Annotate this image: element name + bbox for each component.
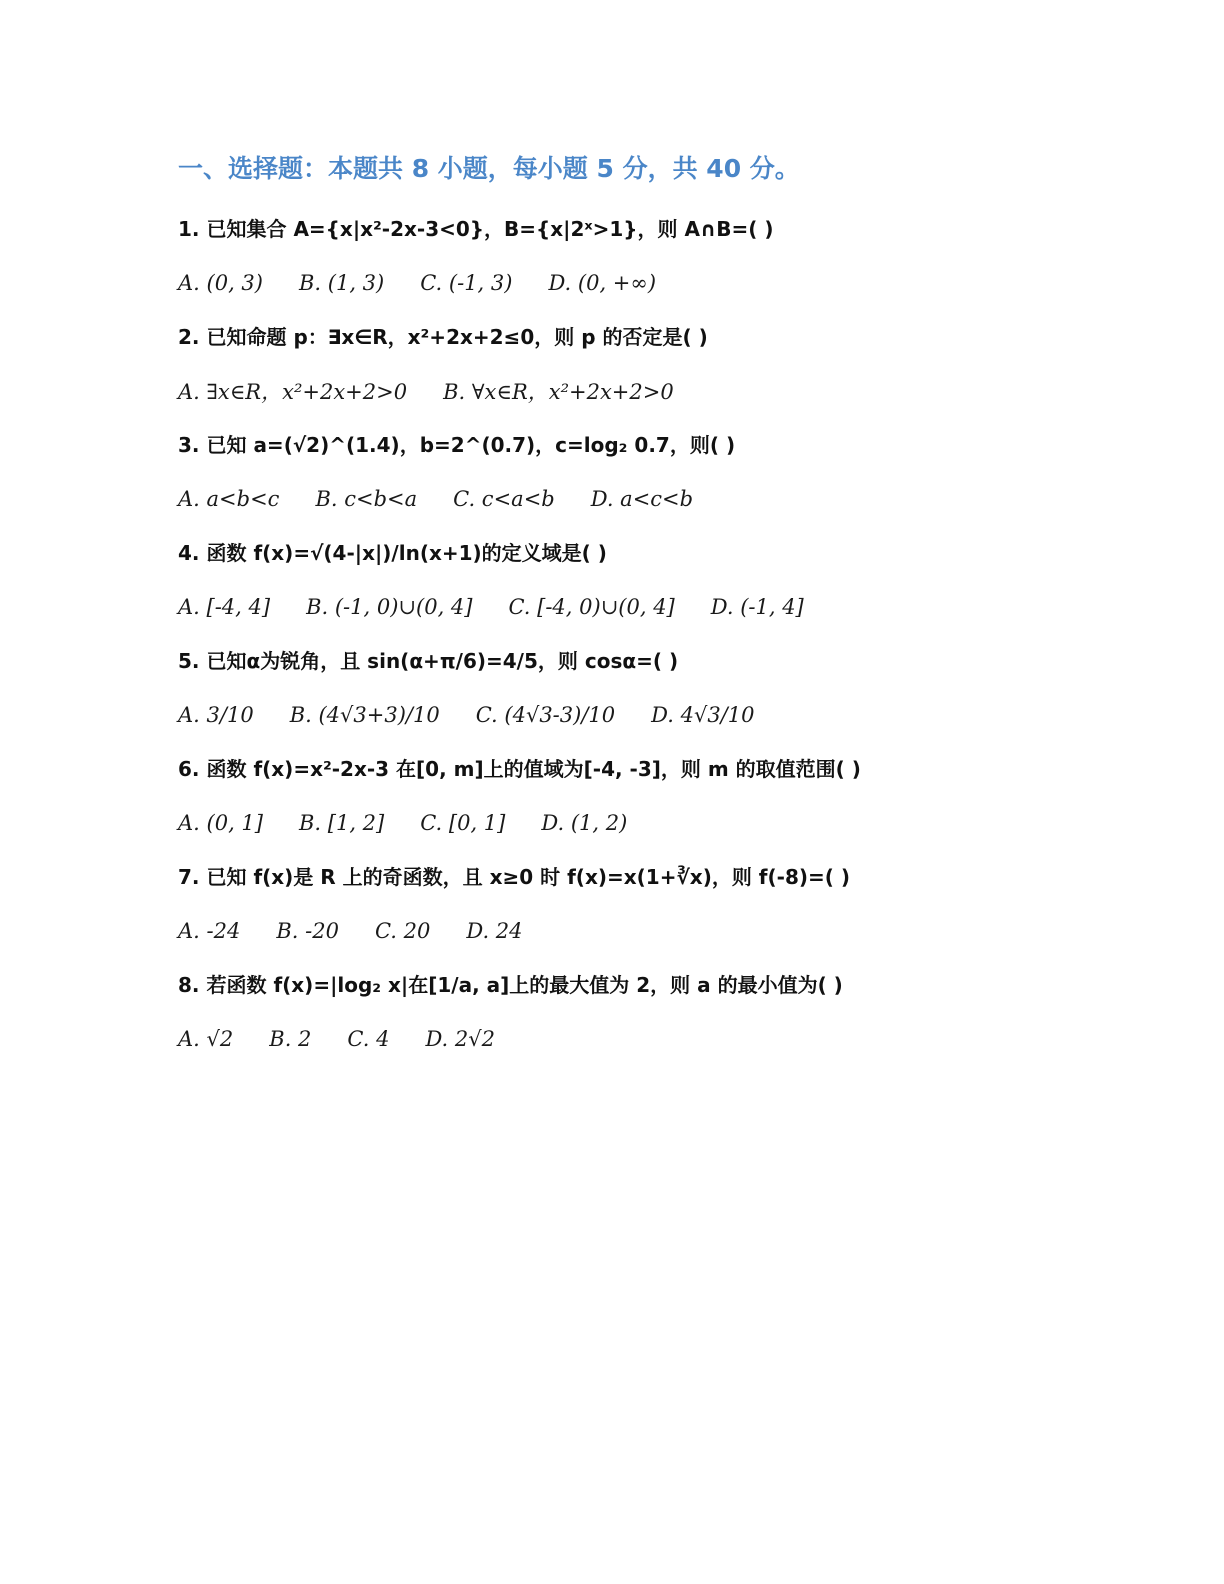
question-5-stem: 5. 已知α为锐角，且 sin(α+π/6)=4/5，则 cosα=( ) (178, 649, 679, 673)
option-a: A. ∃x∈R，x²+2x+2>0 (178, 380, 408, 404)
question-5-options (178, 688, 1178, 742)
option-d: D. a<c<b (590, 487, 694, 511)
option-b: B. [1, 2] (298, 811, 385, 835)
option-a: A. a<b<c (178, 487, 280, 511)
option-d: D. (0, +∞) (548, 271, 657, 295)
option-c: C. [-4, 0)∪(0, 4] (508, 595, 675, 619)
option-b: B. (4√3+3)/10 (289, 703, 440, 727)
option-b: B. ∀x∈R，x²+2x+2>0 (443, 380, 674, 404)
question-8-options (178, 1012, 1178, 1066)
option-c: C. [0, 1] (420, 811, 506, 835)
option-c: C. (4√3-3)/10 (475, 703, 616, 727)
section-title: 一、选择题：本题共 8 小题，每小题 5 分，共 40 分。 (178, 154, 800, 183)
question-2-options (178, 364, 1178, 418)
question-7-stem: 7. 已知 f(x)是 R 上的奇函数，且 x≥0 时 f(x)=x(1+∛x)，则 f(-8)=( ) (178, 865, 851, 889)
question-8-stem: 8. 若函数 f(x)=|log₂ x|在[1/a, a]上的最大值为 2，则 a 的最小值为( ) (178, 973, 843, 997)
option-a: A. (0, 3) (178, 271, 263, 295)
question-3-stem: 3. 已知 a=(√2)^(1.4)，b=2^(0.7)，c=log₂ 0.7，则( ) (178, 433, 736, 457)
question-6-options (178, 796, 1178, 850)
question-3-options (178, 472, 1178, 526)
option-d: D. 24 (466, 919, 523, 943)
option-c: C. 4 (347, 1027, 390, 1051)
option-c: C. (-1, 3) (420, 271, 513, 295)
exam-page (178, 150, 1178, 1066)
option-a: A. -24 (178, 919, 241, 943)
option-a: A. [-4, 4] (178, 595, 271, 619)
question-2-stem: 2. 已知命题 p：∃x∈R，x²+2x+2≤0，则 p 的否定是( ) (178, 325, 708, 349)
option-b: B. -20 (276, 919, 339, 943)
option-b: B. (-1, 0)∪(0, 4] (306, 595, 473, 619)
option-c: C. c<a<b (453, 487, 555, 511)
option-d: D. 2√2 (425, 1027, 495, 1051)
option-b: B. c<b<a (315, 487, 418, 511)
question-4-options (178, 580, 1178, 634)
option-a: A. 3/10 (178, 703, 254, 727)
option-b: B. 2 (269, 1027, 312, 1051)
question-7-options (178, 904, 1178, 958)
question-1-stem: 1. 已知集合 A={x|x²-2x-3<0}，B={x|2ˣ>1}，则 A∩B=( ) (178, 217, 774, 241)
option-c: C. 20 (374, 919, 431, 943)
option-d: D. (-1, 4] (710, 595, 804, 619)
option-b: B. (1, 3) (298, 271, 385, 295)
question-1-options (178, 256, 1178, 310)
question-list (178, 202, 1178, 1066)
option-d: D. (1, 2) (541, 811, 628, 835)
option-a: A. √2 (178, 1027, 234, 1051)
question-4-stem: 4. 函数 f(x)=√(4-|x|)/ln(x+1)的定义域是( ) (178, 541, 607, 565)
question-6-stem: 6. 函数 f(x)=x²-2x-3 在[0, m]上的值域为[-4, -3]，则 m 的取值范围( ) (178, 757, 861, 781)
option-d: D. 4√3/10 (651, 703, 755, 727)
option-a: A. (0, 1] (178, 811, 263, 835)
